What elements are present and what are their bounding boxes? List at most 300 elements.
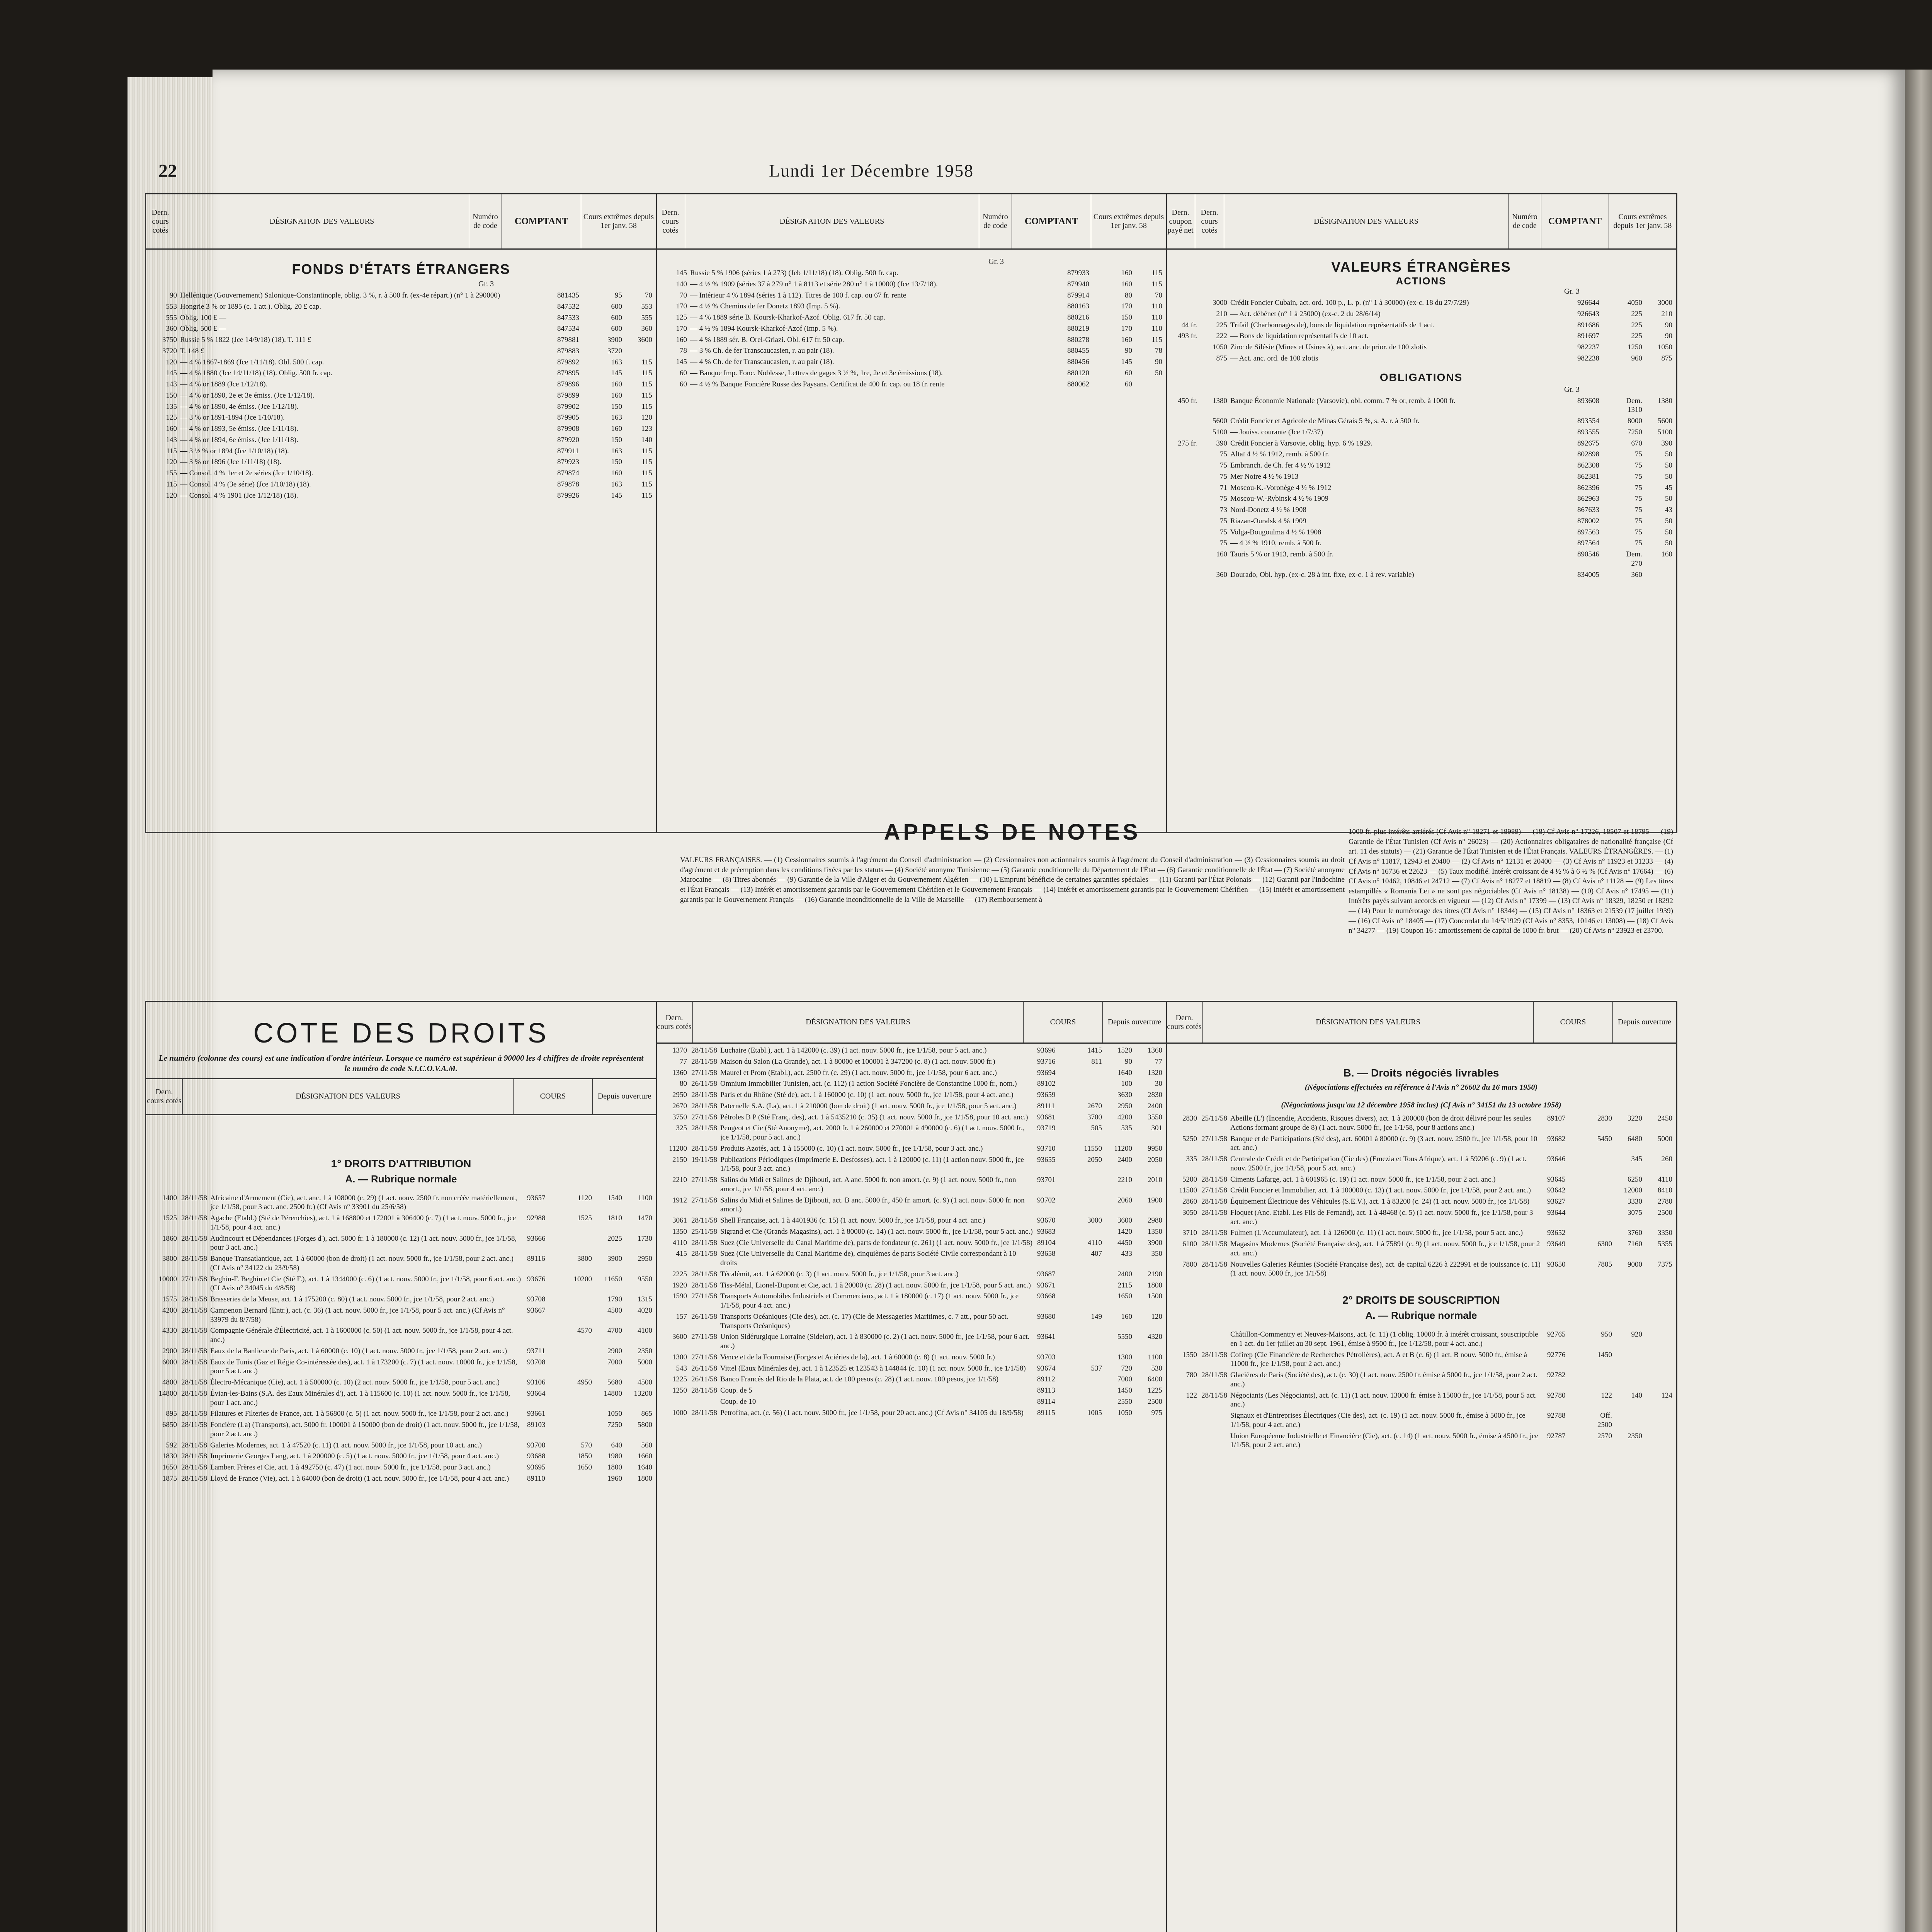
table-row bbox=[660, 1364, 1162, 1373]
row-dern: 143 bbox=[166, 380, 177, 388]
row-plus-haut: 100 bbox=[1121, 1080, 1132, 1088]
row-plus-bas: 260 bbox=[1661, 1155, 1672, 1163]
row-dern: 120 bbox=[166, 458, 177, 466]
table-row bbox=[150, 291, 652, 300]
table-row bbox=[1170, 483, 1672, 493]
row-plus-haut: 2115 bbox=[1117, 1281, 1132, 1289]
row-date: 26/11/58 bbox=[691, 1364, 717, 1372]
row-dern: 60 bbox=[680, 369, 687, 377]
row-dern: 3710 bbox=[1182, 1229, 1197, 1237]
row-designation: Audincourt et Dépendances (Forges d'), act. 5000 fr. 1 à 180000 (c. 12) (1 act. nouv. 5000 fr., jce 1/1/58, pour 3 act. anc.) bbox=[210, 1234, 517, 1252]
cote-mid-column bbox=[656, 1002, 1167, 1932]
row-plus-bas: 70 bbox=[1155, 291, 1162, 299]
row-dern: 3050 bbox=[1182, 1208, 1197, 1217]
row-dern: 70 bbox=[680, 291, 687, 299]
row-numero: 89116 bbox=[527, 1255, 545, 1263]
row-plus-haut: 1810 bbox=[607, 1214, 622, 1223]
col-numero: Numéro de code bbox=[979, 194, 1012, 248]
row-plus-bas: 115 bbox=[1151, 280, 1162, 288]
row-designation: Suez (Cie Universelle du Canal Maritime de), parts de fondateur (c. 261) (1 act. nouv. 5000 fr., jce 1/1/58) bbox=[720, 1238, 1033, 1247]
row-dern: 1225 bbox=[672, 1375, 687, 1384]
row-plus-haut: 75 bbox=[1635, 539, 1642, 548]
row-plus-haut: 225 bbox=[1631, 321, 1642, 329]
row-cours bbox=[1585, 1208, 1612, 1227]
row-cours bbox=[565, 1295, 592, 1304]
row-dern: 160 bbox=[166, 425, 177, 433]
table-row bbox=[1170, 461, 1672, 470]
row-designation: Banque Économie Nationale (Varsovie), obl. comm. 7 % or, remb. à 1000 fr. bbox=[1230, 396, 1456, 405]
row-plus-haut: 163 bbox=[611, 358, 622, 366]
col-designation: DÉSIGNATION DES VALEURS bbox=[1224, 194, 1509, 248]
row-date bbox=[1200, 1411, 1227, 1430]
row-date: 27/11/58 bbox=[1201, 1186, 1227, 1195]
row-plus-bas: 115 bbox=[641, 369, 652, 378]
row-plus-haut: 2400 bbox=[1117, 1270, 1132, 1278]
row-plus-haut: 2060 bbox=[1117, 1196, 1132, 1204]
row-dern: 120 bbox=[166, 491, 177, 500]
row-designation: — 3 % or 1896 (Jce 1/11/18) (18). bbox=[180, 458, 282, 466]
row-cours: 5450 bbox=[1597, 1134, 1612, 1143]
row-dern: 4330 bbox=[162, 1327, 177, 1335]
table-row bbox=[1170, 450, 1672, 459]
row-dern: 120 bbox=[166, 358, 177, 366]
row-dern: 160 bbox=[1216, 550, 1227, 558]
row-numero: 93674 bbox=[1037, 1364, 1056, 1372]
row-numero: 92776 bbox=[1547, 1350, 1566, 1359]
row-plus-haut: 1790 bbox=[607, 1295, 622, 1304]
row-numero: 89115 bbox=[1037, 1408, 1055, 1417]
row-plus-bas: 4020 bbox=[638, 1306, 652, 1315]
row-code: 879899 bbox=[557, 391, 579, 400]
row-cours bbox=[1585, 1371, 1612, 1389]
table-row bbox=[1170, 550, 1672, 568]
row-date: 28/11/58 bbox=[1201, 1391, 1227, 1400]
row-date: 28/11/58 bbox=[181, 1306, 207, 1315]
row-code: 879923 bbox=[557, 458, 579, 466]
row-code: 880216 bbox=[1067, 313, 1089, 321]
row-plus-haut: 1250 bbox=[1628, 343, 1642, 351]
row-date: 28/11/58 bbox=[691, 1281, 717, 1289]
row-designation: — 4 ½ % 1909 (séries 37 à 279 n° 1 à 8113 et série 280 n° 1 à 10000) (Jce 13/7/18). bbox=[690, 280, 938, 288]
table-row bbox=[150, 1463, 652, 1472]
row-designation: Équipement Électrique des Véhicules (S.E.V.), act. 1 à 83200 (c. 24) (1 act. nouv. 5000 fr., jce 1/1/58) bbox=[1230, 1197, 1530, 1206]
row-plus-bas: 124 bbox=[1661, 1391, 1672, 1400]
row-designation: Eaux de Tunis (Gaz et Régie Co-intéressée des), act. 1 à 173200 (c. 7) (1 act. nouv. 10000 fr., jce 1/1/58, pour 5 act. anc.) bbox=[210, 1358, 517, 1376]
row-plus-haut: 75 bbox=[1635, 528, 1642, 536]
row-date: 27/11/58 bbox=[691, 1292, 717, 1301]
row-numero: 93703 bbox=[1037, 1353, 1056, 1361]
row-designation: — 4 % or 1890, 4e émiss. (Jce 1/12/18). bbox=[180, 402, 299, 411]
col-dern: Dern. cours cotés bbox=[1195, 194, 1224, 248]
row-designation: Galeries Modernes, act. 1 à 47520 (c. 11) (1 act. nouv. 5000 fr., jce 1/1/58, pour 10 act. anc.) bbox=[210, 1441, 482, 1449]
row-plus-bas: 115 bbox=[641, 380, 652, 388]
row-designation: Hongrie 3 % or 1895 (c. 1 att.). Oblig. 20 £ cap. bbox=[180, 302, 321, 311]
row-dern: 6850 bbox=[162, 1421, 177, 1429]
row-dern: 4800 bbox=[162, 1378, 177, 1387]
col-dern: Dern. cours cotés bbox=[146, 194, 175, 248]
table-row bbox=[660, 1090, 1162, 1100]
row-dern: 360 bbox=[1216, 570, 1227, 579]
row-date: 28/11/58 bbox=[181, 1463, 207, 1472]
row-numero: 93671 bbox=[1037, 1281, 1056, 1289]
row-date: 26/11/58 bbox=[691, 1080, 717, 1088]
table-header bbox=[1166, 194, 1676, 250]
row-designation: Agache (Etabl.) (Sté de Pérenchies), act. 1 à 168800 et 172001 à 306400 (c. 7) (1 act. nouv. 5000 fr., jce 1/1/58, pour 4 act. anc.) bbox=[210, 1214, 516, 1231]
table-row bbox=[660, 280, 1162, 289]
row-date: 26/11/58 bbox=[691, 1375, 717, 1384]
row-code: 879911 bbox=[557, 447, 579, 455]
row-plus-bas: 4320 bbox=[1148, 1333, 1162, 1341]
row-plus-bas: 50 bbox=[1665, 450, 1672, 459]
row-coupon bbox=[1170, 550, 1197, 568]
row-designation: — 3 ½ % or 1894 (Jce 1/10/18) (18). bbox=[180, 447, 289, 455]
row-numero: 92765 bbox=[1547, 1330, 1566, 1338]
table-row bbox=[1170, 1350, 1672, 1369]
row-designation: Évian-les-Bains (S.A. des Eaux Minérales d'), act. 1 à 115600 (c. 10) (1 act. nouv. 5000 fr., jce 1/1/58, pour 1 act. anc.) bbox=[210, 1389, 510, 1407]
row-dern: 210 bbox=[1216, 310, 1227, 318]
table-row bbox=[1170, 1240, 1672, 1258]
table-row bbox=[150, 1306, 652, 1325]
row-dern: 1920 bbox=[672, 1281, 687, 1289]
row-dern: 555 bbox=[166, 313, 177, 322]
row-code: 891697 bbox=[1577, 332, 1599, 340]
row-dern: 145 bbox=[166, 369, 177, 378]
row-plus-haut: 75 bbox=[1635, 472, 1642, 481]
row-cours bbox=[565, 1409, 592, 1418]
row-date: 28/11/58 bbox=[181, 1441, 207, 1449]
row-cours: 950 bbox=[1601, 1330, 1612, 1338]
row-cours: 570 bbox=[581, 1441, 592, 1449]
row-code: 982238 bbox=[1577, 354, 1599, 362]
row-designation: Trifail (Charbonnages de), bons de liquidation représentatifs de 1 act. bbox=[1230, 321, 1434, 329]
row-plus-haut: 1650 bbox=[1117, 1292, 1132, 1301]
row-code: 847533 bbox=[557, 313, 579, 322]
row-plus-haut: 3220 bbox=[1628, 1114, 1642, 1122]
row-plus-bas: 530 bbox=[1151, 1364, 1162, 1372]
row-code: 879933 bbox=[1067, 269, 1089, 277]
row-code: 893608 bbox=[1577, 396, 1599, 405]
row-designation: — Jouiss. courante (Jce 1/7/37) bbox=[1230, 428, 1323, 436]
table-row bbox=[150, 1378, 652, 1387]
row-plus-haut: 2025 bbox=[607, 1234, 622, 1243]
row-dern: 71 bbox=[1220, 483, 1227, 492]
row-coupon bbox=[1170, 539, 1197, 548]
row-dern: 11200 bbox=[669, 1144, 687, 1153]
row-designation: — 4 % or 1890, 2e et 3e émiss. (Jce 1/12/18). bbox=[180, 391, 315, 400]
row-plus-bas: 30 bbox=[1155, 1080, 1162, 1088]
row-plus-bas: 160 bbox=[1661, 550, 1672, 558]
row-plus-bas: 3000 bbox=[1658, 299, 1672, 307]
row-plus-haut: 90 bbox=[1125, 347, 1132, 355]
row-date: 28/11/58 bbox=[181, 1358, 207, 1366]
col-depuis: Depuis ouverture bbox=[597, 1092, 651, 1101]
row-code: 982237 bbox=[1577, 343, 1599, 351]
row-plus-haut: 670 bbox=[1631, 439, 1642, 447]
row-plus-haut: 7000 bbox=[1117, 1375, 1132, 1384]
row-code: 892675 bbox=[1577, 439, 1599, 447]
row-plus-haut: 170 bbox=[1121, 324, 1132, 333]
col-designation: DÉSIGNATION DES VALEURS bbox=[183, 1079, 514, 1114]
row-dern: 1550 bbox=[1182, 1350, 1197, 1359]
table-row bbox=[1170, 1411, 1672, 1430]
row-coupon bbox=[1170, 450, 1197, 459]
section-b-note2: (Négociations jusqu'au 12 décembre 1958 inclus) (Cf Avis n° 34151 du 13 octobre 1958) bbox=[1281, 1101, 1561, 1109]
table-row bbox=[150, 1358, 652, 1376]
row-numero: 92788 bbox=[1547, 1412, 1566, 1420]
row-designation: — Act. anc. ord. de 100 zlotis bbox=[1230, 354, 1318, 362]
row-dern: 1860 bbox=[162, 1234, 177, 1243]
row-plus-bas bbox=[1645, 1330, 1672, 1349]
row-cours bbox=[1075, 1332, 1102, 1351]
row-cours: 2050 bbox=[1087, 1155, 1102, 1164]
row-cours: 149 bbox=[1091, 1312, 1102, 1321]
row-plus-bas: 1470 bbox=[638, 1214, 652, 1223]
row-dern: 335 bbox=[1186, 1155, 1197, 1163]
row-code: 891686 bbox=[1577, 321, 1599, 329]
row-dern: 77 bbox=[680, 1057, 687, 1066]
row-dern: 60 bbox=[680, 380, 687, 388]
row-designation: Shell Française, act. 1 à 4401936 (c. 15) (1 act. nouv. 5000 fr., jce 1/1/58, pour 4 act. anc.) bbox=[720, 1216, 985, 1225]
table-row bbox=[1170, 528, 1672, 537]
row-cours bbox=[1075, 1270, 1102, 1279]
row-dern: 145 bbox=[676, 358, 687, 366]
row-dern: 2830 bbox=[1182, 1114, 1197, 1122]
row-designation: Salins du Midi et Salines de Djibouti, act. A anc. 5000 fr. non amort. (c. 9) (1 act. nouv. 5000 fr., non amort., jce 1/1/58, pour 4 act. anc.) bbox=[720, 1176, 1016, 1193]
row-designation: Imprimerie Georges Lang, act. 1 à 200000 (c. 5) (1 act. nouv. 5000 fr., jce 1/1/58, pour 4 act. anc.) bbox=[210, 1452, 499, 1461]
row-dern: 75 bbox=[1220, 539, 1227, 548]
row-numero: 93641 bbox=[1037, 1333, 1056, 1341]
row-code: 862308 bbox=[1577, 461, 1599, 469]
row-numero: 93694 bbox=[1037, 1068, 1056, 1077]
table-row bbox=[1170, 1175, 1672, 1184]
row-coupon bbox=[1170, 472, 1197, 481]
row-plus-bas: 5355 bbox=[1658, 1240, 1672, 1248]
row-designation: Omnium Immobilier Tunisien, act. (c. 112) (1 action Société Foncière de Constantine 1000 fr., nom.) bbox=[720, 1080, 1017, 1088]
row-designation: Fulmen (L'Accumulateur), act. 1 à 126000 (c. 11) (1 act. nouv. 5000 fr., jce 1/1/58, pour 5 act. anc.) bbox=[1230, 1229, 1523, 1237]
table-row bbox=[150, 347, 652, 356]
row-plus-bas: 865 bbox=[641, 1410, 652, 1418]
table-row bbox=[660, 1144, 1162, 1153]
row-numero: 89111 bbox=[1037, 1102, 1055, 1110]
row-dern: 145 bbox=[676, 269, 687, 277]
row-date: 26/11/58 bbox=[691, 1312, 717, 1321]
row-dern: 325 bbox=[676, 1124, 687, 1133]
row-plus-haut: 960 bbox=[1631, 354, 1642, 362]
row-dern: 1875 bbox=[162, 1474, 177, 1483]
row-numero: 93676 bbox=[527, 1275, 546, 1283]
row-plus-bas: 2780 bbox=[1658, 1197, 1672, 1206]
table-row bbox=[660, 1216, 1162, 1225]
row-plus-haut bbox=[1615, 1371, 1642, 1389]
row-code: 879874 bbox=[557, 469, 579, 477]
row-date: 28/11/58 bbox=[181, 1378, 207, 1387]
row-plus-bas: 115 bbox=[641, 447, 652, 455]
row-date bbox=[690, 1397, 717, 1406]
row-designation: Banco Francés del Rio de la Plata, act. de 100 pesos (c. 28) (1 act. nouv. 100 pesos, jce 1/1/58) bbox=[720, 1375, 999, 1384]
row-coupon: 493 fr. bbox=[1178, 332, 1197, 340]
row-cours bbox=[1075, 1397, 1102, 1406]
row-plus-bas: 50 bbox=[1665, 495, 1672, 503]
row-plus-haut: 2550 bbox=[1117, 1397, 1132, 1406]
row-designation: Eaux de la Banlieue de Paris, act. 1 à 60000 (c. 10) (1 act. nouv. 5000 fr., jce 1/1/58, pour 2 act. anc.) bbox=[210, 1347, 507, 1355]
table-row bbox=[660, 1397, 1162, 1406]
row-plus-bas: 120 bbox=[1151, 1312, 1162, 1321]
row-code: 880456 bbox=[1067, 358, 1089, 366]
row-code: 879895 bbox=[557, 369, 579, 378]
table-row bbox=[660, 302, 1162, 311]
row-dern bbox=[1170, 1411, 1197, 1430]
row-dern: 160 bbox=[676, 335, 687, 344]
table-rows bbox=[1166, 1112, 1676, 1282]
row-designation: Nord-Donetz 4 ½ % 1908 bbox=[1230, 506, 1306, 514]
row-plus-haut: 60 bbox=[1125, 369, 1132, 377]
row-dern: 170 bbox=[676, 324, 687, 333]
row-plus-haut: 145 bbox=[611, 491, 622, 500]
row-dern: 10000 bbox=[158, 1275, 177, 1283]
row-plus-haut: 1050 bbox=[1117, 1408, 1132, 1417]
table-row bbox=[150, 380, 652, 389]
table-row bbox=[1170, 343, 1672, 352]
row-plus-haut: 2950 bbox=[1117, 1102, 1132, 1110]
row-date: 25/11/58 bbox=[1201, 1114, 1227, 1122]
col-dern: Dern. cours cotés bbox=[1166, 1002, 1203, 1043]
row-plus-haut: 225 bbox=[1631, 310, 1642, 318]
row-cours bbox=[565, 1358, 592, 1376]
row-code: 926643 bbox=[1577, 310, 1599, 318]
table-row bbox=[150, 1295, 652, 1304]
row-cours: 122 bbox=[1601, 1391, 1612, 1400]
row-plus-haut: 3630 bbox=[1117, 1091, 1132, 1099]
row-plus-bas: 9950 bbox=[1148, 1144, 1162, 1153]
row-numero: 93106 bbox=[527, 1378, 546, 1387]
row-code: 879878 bbox=[557, 480, 579, 488]
table-row bbox=[150, 491, 652, 500]
row-dern: 3750 bbox=[162, 336, 177, 344]
table-row bbox=[660, 1227, 1162, 1236]
row-numero: 93701 bbox=[1037, 1176, 1056, 1184]
row-dern: 3800 bbox=[162, 1255, 177, 1263]
row-plus-haut: 345 bbox=[1631, 1155, 1642, 1163]
col-dern: Dern. cours cotés bbox=[146, 1079, 183, 1114]
page-number: 22 bbox=[158, 161, 177, 181]
row-coupon bbox=[1170, 483, 1197, 493]
row-dern: 90 bbox=[170, 291, 177, 299]
row-designation: Petrofina, act. (c. 56) (1 act. nouv. 5000 fr., jce 1/1/58, pour 20 act. anc.) (Cf Avis n° 34105 du 18/9/58) bbox=[720, 1408, 1024, 1417]
row-designation: Zinc de Silésie (Mines et Usines à), act. anc. de prior. de 100 zlotis bbox=[1230, 343, 1427, 351]
table-row bbox=[660, 1175, 1162, 1194]
col-numero: Numéro de code bbox=[1509, 194, 1541, 248]
row-dern: 122 bbox=[1186, 1391, 1197, 1400]
table-header bbox=[146, 1078, 656, 1115]
row-dern: 1050 bbox=[1213, 343, 1227, 351]
table-row bbox=[1170, 354, 1672, 363]
row-date: 28/11/58 bbox=[691, 1124, 717, 1133]
row-designation: — 4 ½ % 1910, remb. à 500 fr. bbox=[1230, 539, 1322, 548]
row-plus-bas: 13200 bbox=[634, 1389, 652, 1398]
row-dern bbox=[660, 1397, 687, 1406]
row-plus-bas: 1350 bbox=[1148, 1227, 1162, 1236]
row-plus-haut: 535 bbox=[1121, 1124, 1132, 1133]
row-date bbox=[1200, 1330, 1227, 1349]
row-plus-bas: 50 bbox=[1665, 539, 1672, 548]
table-header bbox=[656, 1002, 1166, 1044]
row-plus-haut: 145 bbox=[611, 369, 622, 378]
row-dern: 155 bbox=[166, 469, 177, 477]
row-plus-haut: 3900 bbox=[607, 1255, 622, 1263]
row-dern: 11500 bbox=[1179, 1186, 1197, 1195]
row-plus-bas: 390 bbox=[1661, 439, 1672, 447]
row-plus-haut: 145 bbox=[1121, 358, 1132, 366]
table-row bbox=[660, 1332, 1162, 1351]
row-plus-haut: 920 bbox=[1631, 1330, 1642, 1338]
row-plus-haut: 75 bbox=[1635, 483, 1642, 492]
row-date: 28/11/58 bbox=[181, 1214, 207, 1223]
table-row bbox=[150, 335, 652, 345]
table-row bbox=[150, 1194, 652, 1212]
row-plus-bas: 1640 bbox=[638, 1463, 652, 1472]
row-code: 862381 bbox=[1577, 472, 1599, 481]
row-plus-bas: 8410 bbox=[1658, 1186, 1672, 1195]
row-code: 879905 bbox=[557, 413, 579, 422]
col-cours: COURS bbox=[1534, 1002, 1613, 1043]
row-dern: 2860 bbox=[1182, 1197, 1197, 1206]
row-coupon bbox=[1170, 310, 1197, 319]
row-dern bbox=[1170, 1432, 1197, 1450]
row-dern: 143 bbox=[166, 435, 177, 444]
row-date: 28/11/58 bbox=[181, 1255, 207, 1263]
row-dern: 14800 bbox=[158, 1389, 177, 1398]
row-plus-bas: 5800 bbox=[638, 1421, 652, 1429]
row-numero: 93645 bbox=[1547, 1175, 1566, 1184]
row-plus-haut: 150 bbox=[611, 435, 622, 444]
row-plus-haut: 12000 bbox=[1624, 1186, 1642, 1195]
row-plus-bas: 6400 bbox=[1148, 1375, 1162, 1384]
row-cours bbox=[1075, 1292, 1102, 1310]
row-code: 879892 bbox=[557, 358, 579, 366]
table-row bbox=[660, 1249, 1162, 1268]
row-designation: Châtillon-Commentry et Neuves-Maisons, act. (c. 11) (1 oblig. 10000 fr. à intérêt croissant, souscriptible en 1 act. du 1er juillet au 30 sept. 1961, émise à 9500 fr., jce 1/12/58, pour 4 act. anc.) bbox=[1230, 1330, 1538, 1348]
row-cours bbox=[1075, 1375, 1102, 1384]
row-date: 28/11/58 bbox=[691, 1386, 717, 1395]
row-plus-bas: 110 bbox=[1151, 324, 1162, 333]
row-plus-bas: 7375 bbox=[1658, 1260, 1672, 1269]
row-plus-bas: 350 bbox=[1151, 1250, 1162, 1258]
table-header bbox=[656, 194, 1166, 250]
row-cours bbox=[1075, 1353, 1102, 1362]
cote-title: COTE DES DROITS bbox=[253, 1018, 549, 1049]
table-row bbox=[150, 1452, 652, 1461]
row-code: 893554 bbox=[1577, 417, 1599, 425]
row-plus-bas: 3550 bbox=[1148, 1113, 1162, 1121]
row-dern: 1350 bbox=[672, 1227, 687, 1236]
row-cours: 811 bbox=[1091, 1057, 1102, 1066]
row-plus-haut: 160 bbox=[611, 425, 622, 433]
row-designation: Filatures et Filteries de France, act. 1 à 56800 (c. 5) (1 act. nouv. 5000 fr., jce 1/1/58, pour 2 act. anc.) bbox=[210, 1410, 509, 1418]
table-header bbox=[146, 194, 656, 250]
table-row bbox=[1170, 517, 1672, 526]
row-plus-bas: 115 bbox=[641, 458, 652, 466]
row-dern: 2950 bbox=[672, 1091, 687, 1099]
row-cours bbox=[1075, 1090, 1102, 1100]
row-dern: 75 bbox=[1220, 450, 1227, 459]
row-designation: Beghin-F. Beghin et Cie (Sté F.), act. 1 à 1344000 (c. 6) (1 act. nouv. 5000 fr., jce 1/1/58, pour 6 act. anc.) (Cf Avis n° 34045 du 4/8/58) bbox=[210, 1275, 521, 1293]
table-row bbox=[150, 457, 652, 467]
row-plus-bas: 50 bbox=[1665, 461, 1672, 469]
row-code: 926644 bbox=[1577, 299, 1599, 307]
row-designation: Floquet (Anc. Etabl. Les Fils de Fernand), act. 1 à 48468 (c. 5) (1 act. nouv. 5000 fr., jce 1/1/58, pour 3 act. anc.) bbox=[1230, 1208, 1533, 1226]
row-code: 879914 bbox=[1067, 291, 1089, 299]
row-plus-haut: 14800 bbox=[604, 1389, 622, 1398]
